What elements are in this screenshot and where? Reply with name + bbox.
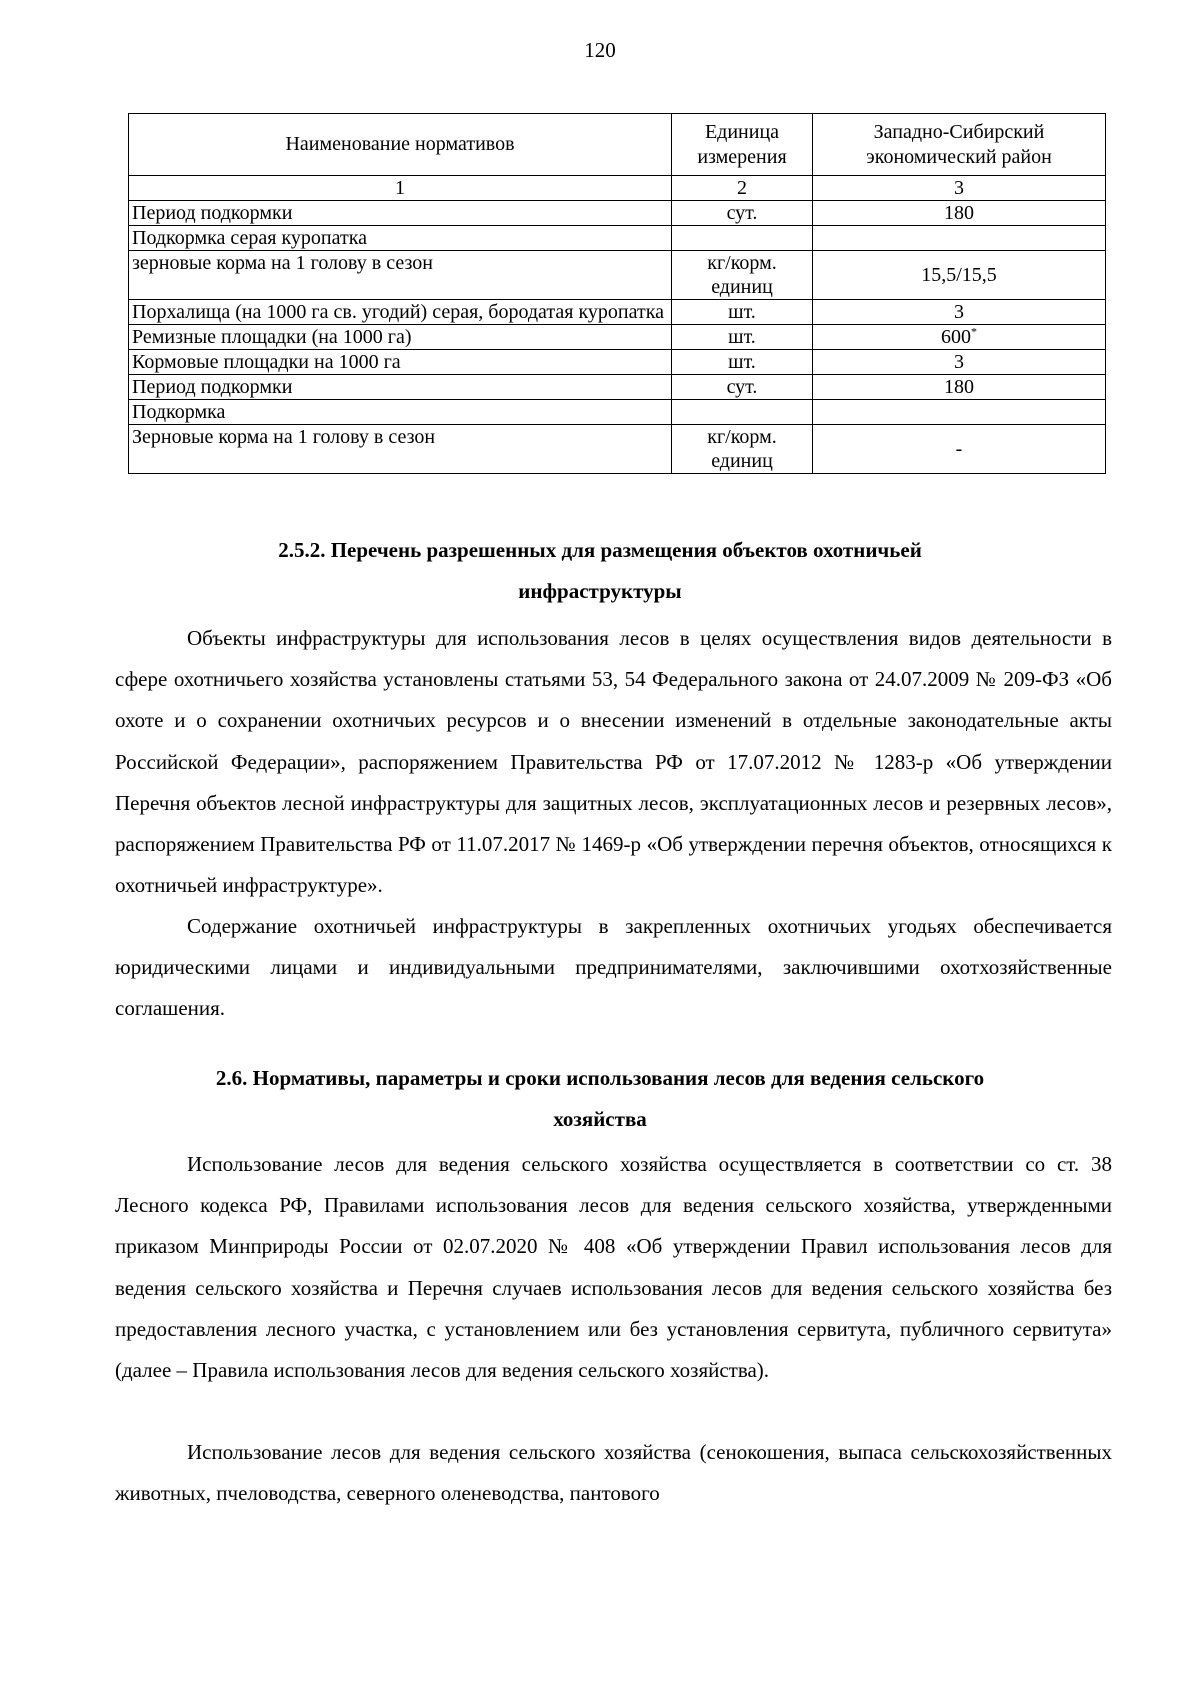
row-name: Зерновые корма на 1 голову в сезон: [129, 425, 672, 474]
table-row: [129, 375, 1106, 400]
table-row: [129, 400, 1106, 425]
table-header-row: [129, 114, 1106, 176]
heading-line: 2.5.2. Перечень разрешенных для размещения объектов охотничьей: [278, 538, 922, 562]
table-column-numbers: [129, 176, 1106, 201]
header-name: Наименование нормативов: [129, 114, 672, 176]
row-name: Порхалища (на 1000 га св. угодий) серая, бородатая куропатка: [129, 300, 672, 325]
row-name: Период подкормки: [129, 375, 672, 400]
table-row: [129, 350, 1106, 375]
row-unit: [672, 226, 813, 251]
table-row: [129, 226, 1106, 251]
row-value: -: [813, 425, 1106, 474]
header-unit: Единица измерения: [672, 114, 813, 176]
row-value: [813, 226, 1106, 251]
row-unit: кг/корм. единиц: [672, 425, 813, 474]
row-name: Период подкормки: [129, 201, 672, 226]
row-unit: шт.: [672, 350, 813, 375]
row-value: 180: [813, 375, 1106, 400]
table-row: [129, 300, 1106, 325]
row-value: [813, 400, 1106, 425]
row-value: 3: [813, 300, 1106, 325]
section-heading-2-6: [0, 1058, 1200, 1140]
row-name: Кормовые площадки на 1000 га: [129, 350, 672, 375]
row-value-text: 600: [941, 326, 971, 348]
paragraph: Объекты инфраструктуры для использования лесов в целях осуществления видов деятельности в сфере охотничьего хозяйства установлены статьями 53, 54 Федерального закона от 24.07.2009 № 209-ФЗ «Об охоте и о сохранении охотничьих ресурсов и о внесении изменений в отдельные законодательные акты Российской Федерации», распоряжением Правительства РФ от 17.07.2012 № 1283-р «Об утверждении Перечня объектов лесной инфраструктуры для защитных лесов, эксплуатационных лесов и резервных лесов», распоряжением Правительства РФ от 11.07.2017 № 1469-р «Об утверждении перечня объектов, относящихся к охотничьей инфраструктуре».: [115, 626, 1112, 898]
row-unit: сут.: [672, 375, 813, 400]
row-unit: сут.: [672, 201, 813, 226]
column-number: 2: [672, 176, 813, 201]
paragraph: Использование лесов для ведения сельского хозяйства (сенокошения, выпаса сельскохозяйственных животных, пчеловодства, северного оленеводства, пантового: [115, 1440, 1112, 1506]
header-region: Западно-Сибирский экономический район: [813, 114, 1106, 176]
heading-line: хозяйства: [553, 1107, 647, 1131]
row-value: 15,5/15,5: [813, 251, 1106, 300]
row-unit: шт.: [672, 300, 813, 325]
paragraph: Использование лесов для ведения сельского хозяйства осуществляется в соответствии со ст. 38 Лесного кодекса РФ, Правилами использования лесов для ведения сельского хозяйства, утвержденными приказом Минприроды России от 02.07.2020 № 408 «Об утверждении Правил использования лесов для ведения сельского хозяйства и Перечня случаев использования лесов для ведения сельского хозяйства без предоставления лесного участка, с установлением или без установления сервитута, публичного сервитута» (далее – Правила использования лесов для ведения сельского хозяйства).: [115, 1152, 1112, 1383]
section-heading-2-5-2: [0, 530, 1200, 612]
row-value: 180: [813, 201, 1106, 226]
row-unit: шт.: [672, 325, 813, 350]
row-name: Подкормка серая куропатка: [129, 226, 672, 251]
page-number: 120: [584, 38, 616, 62]
heading-line: инфраструктуры: [518, 579, 682, 603]
row-value: [813, 325, 1106, 350]
row-unit: кг/корм. единиц: [672, 251, 813, 300]
column-number: 3: [813, 176, 1106, 201]
row-name: Ремизные площадки (на 1000 га): [129, 325, 672, 350]
footnote-asterisk: *: [971, 324, 977, 339]
norms-table: [128, 113, 1106, 474]
heading-line: 2.6. Нормативы, параметры и сроки использования лесов для ведения сельского: [215, 1066, 985, 1090]
row-name: Подкормка: [129, 400, 672, 425]
table-row: [129, 325, 1106, 350]
table-row: [129, 425, 1106, 474]
row-name: зерновые корма на 1 голову в сезон: [129, 251, 672, 300]
paragraph: Содержание охотничьей инфраструктуры в закрепленных охотничьих угодьях обеспечивается юридическими лицами и индивидуальными предпринимателями, заключившими охотхозяйственные соглашения.: [115, 914, 1112, 1021]
row-unit: [672, 400, 813, 425]
table-row: [129, 251, 1106, 300]
row-value: 3: [813, 350, 1106, 375]
column-number: 1: [129, 176, 672, 201]
table-row: [129, 201, 1106, 226]
